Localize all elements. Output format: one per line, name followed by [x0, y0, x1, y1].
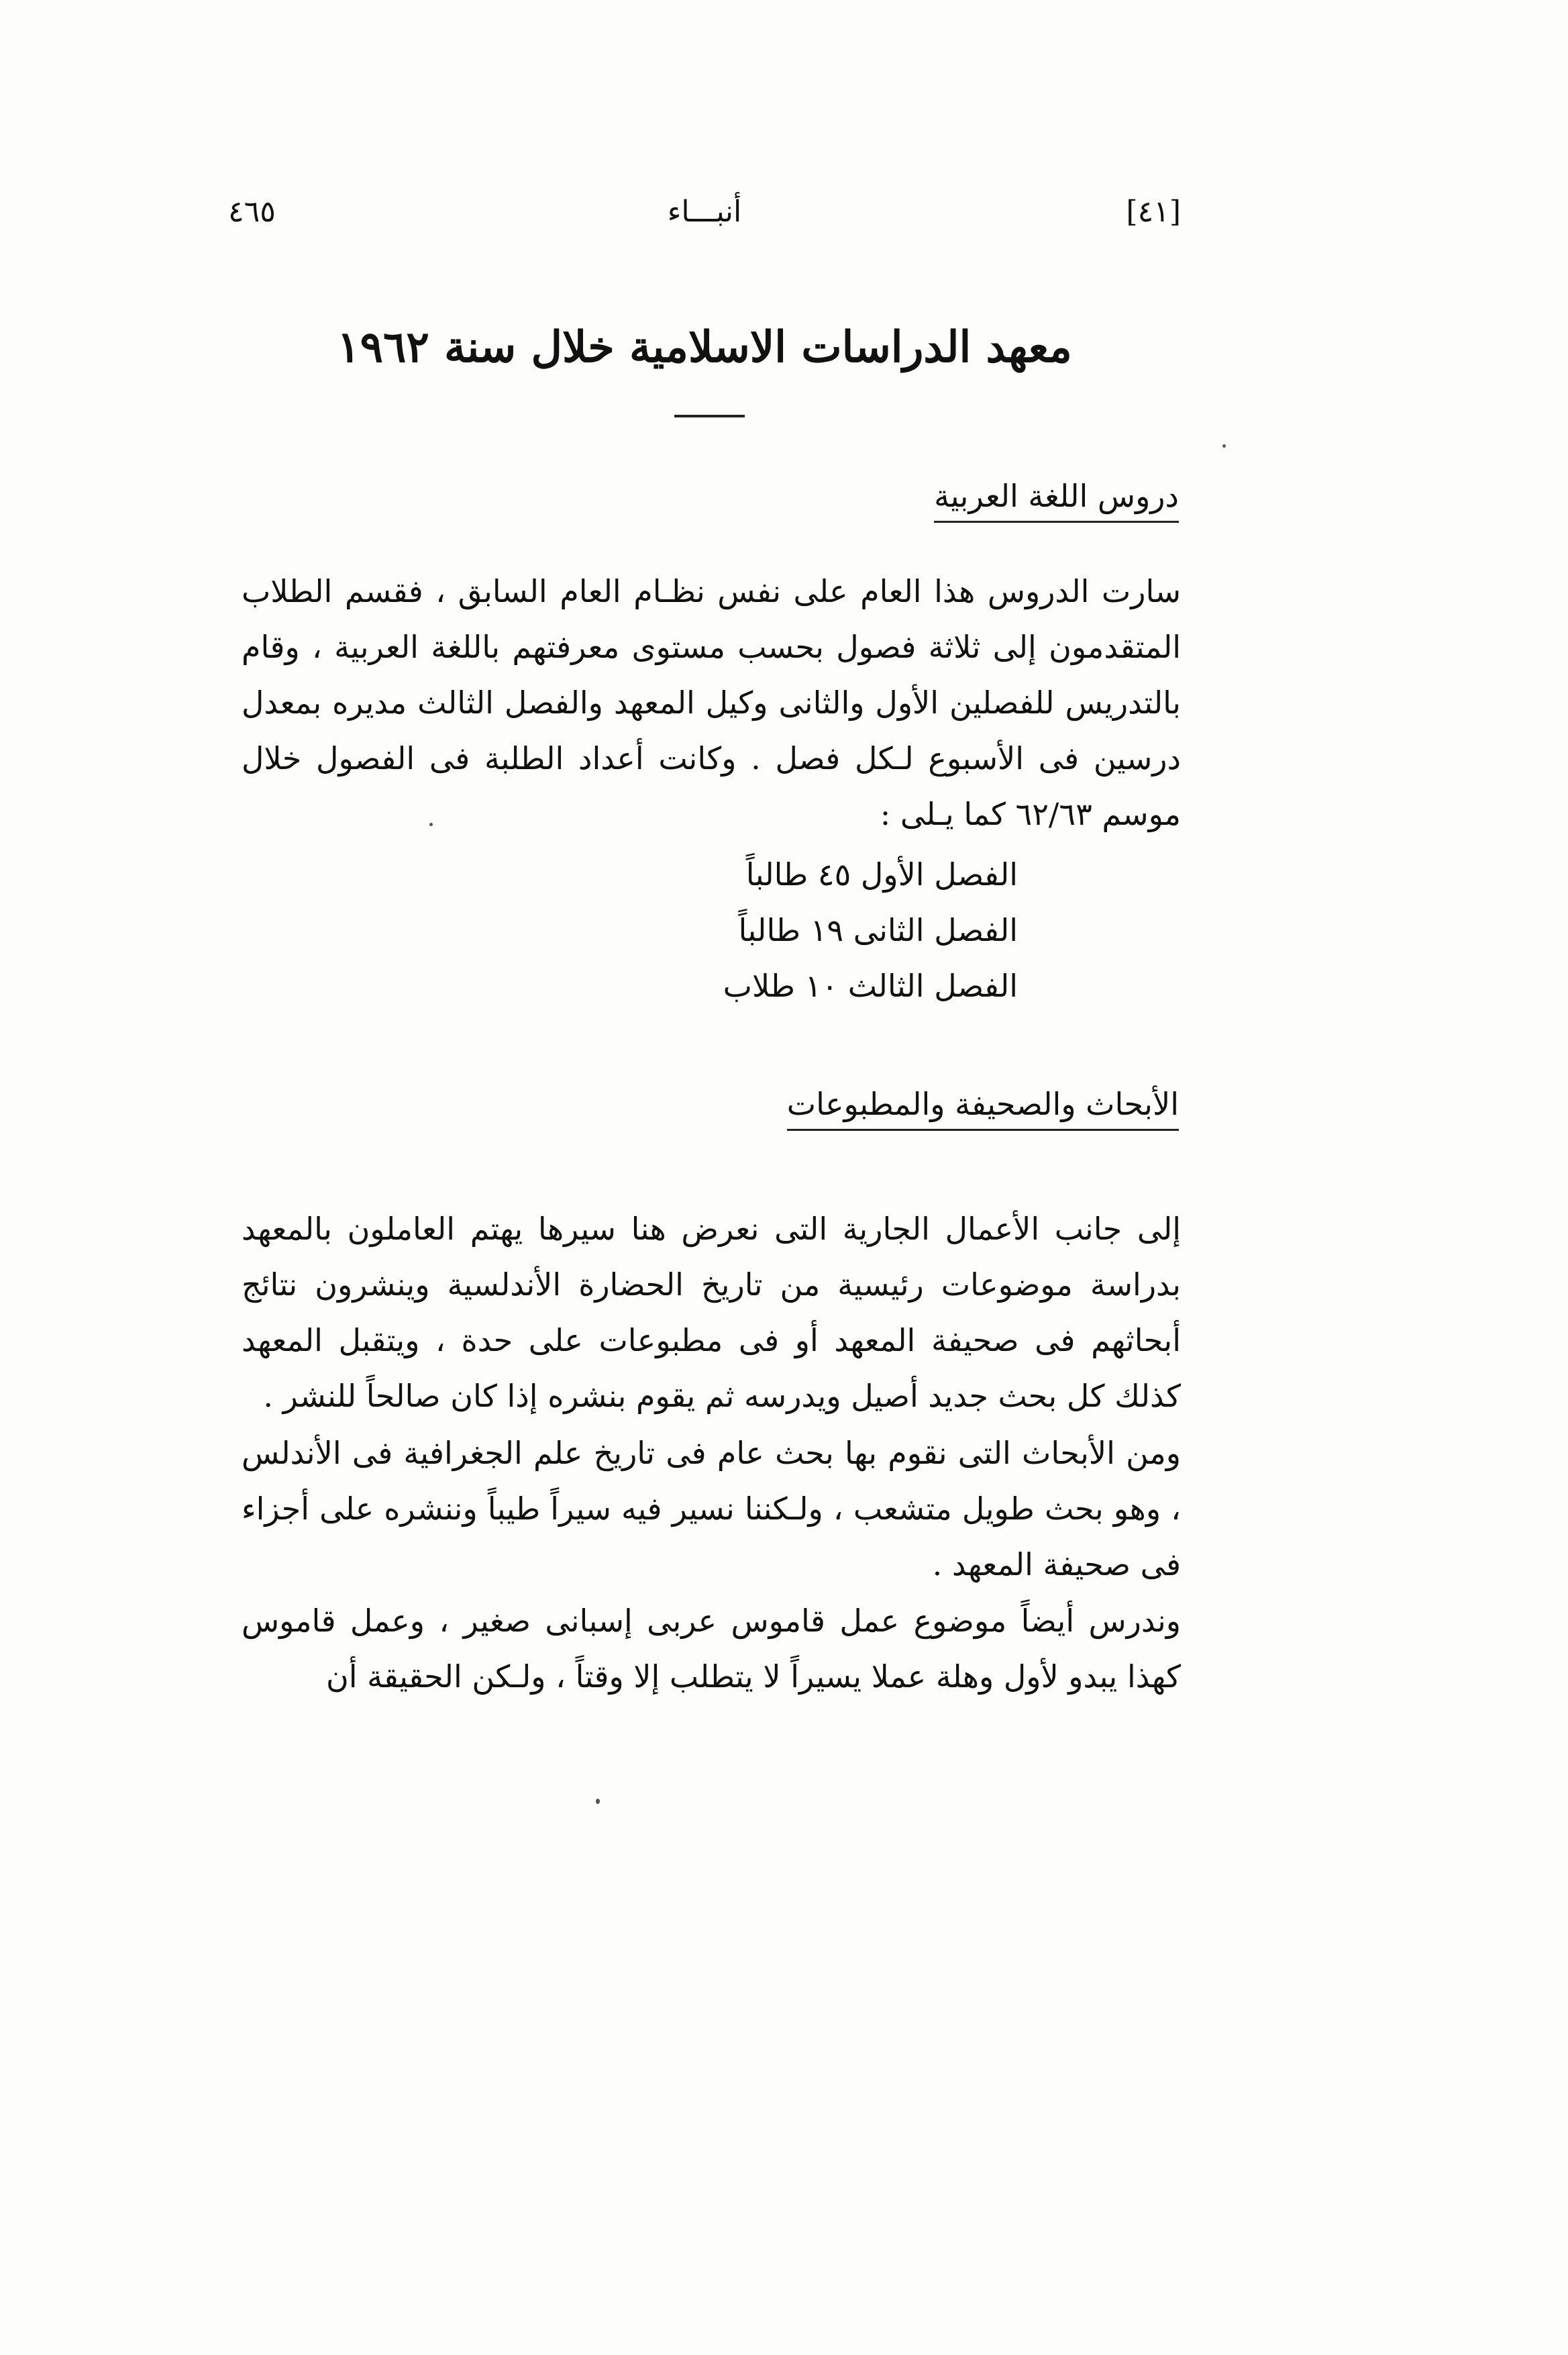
title-divider: [674, 415, 745, 417]
paragraph-dictionary: وندرس أيضاً موضوع عمل قاموس عربى إسبانى صغير ، وعمل قاموس كهذا يبدو لأول وهلة عملا يسيراً لا يتطلب إلا وقتاً ، ولـكن الحقيقة أن: [242, 1603, 1181, 1695]
scan-speck: [429, 823, 433, 826]
class-enrollment-list: [723, 847, 1018, 1014]
class-item-second: الفصل الثانى ١٩ طالباً: [738, 912, 1018, 948]
page-number: ٤٦٥: [228, 195, 276, 229]
scan-speck: [1222, 444, 1226, 448]
class-item-third: الفصل الثالث ١٠ طلاب: [723, 968, 1018, 1004]
running-head: [228, 195, 1181, 235]
paragraph-research-intro: إلى جانب الأعمال الجارية التى نعرض هنا سيرها يهتم العاملون بالمعهد بدراسة موضوعات رئيسية من تاريخ الحضارة الأندلسية وينشرون نتائج أبحاثهم فى صحيفة المعهد أو فى مطبوعات على حدة ، ويتقبل المعهد كذلك كل بحث جديد أصيل ويدرسه ثم يقوم بنشره إذا كان صالحاً للنشر .: [242, 1211, 1181, 1414]
page-reference: [٤١]: [1126, 195, 1181, 229]
scan-speck: [596, 1799, 600, 1804]
running-section-title: أنبـــاء: [667, 195, 742, 229]
article-title: معهد الدراسات الاسلامية خلال سنة ١٩٦٢: [337, 322, 1072, 372]
paragraph-geography-research: ومن الأبحاث التى نقوم بها بحث عام فى تاريخ علم الجغرافية فى الأندلس ، وهو بحث طويل متشعب ، ولـكننا نسير فيه سيراً طيباً وننشره على أجزاء فى صحيفة المعهد .: [242, 1435, 1181, 1583]
section-heading-research: الأبحاث والصحيفة والمطبوعات: [787, 1086, 1179, 1131]
paragraph-arabic-lessons: سارت الدروس هذا العام على نفس نظـام العام السابق ، فقسم الطلاب المتقدمون إلى ثلاثة فصول بحسب مستوى معرفتهم باللغة العربية ، وقام بالتدريس للفصلين الأول والثانى وكيل المعهد والفصل الثالث مديره بمعدل درسين فى الأسبوع لـكل فصل . وكانت أعداد الطلبة فى الفصول خلال موسم ٦٢/٦٣ كما يـلى :: [242, 573, 1182, 832]
class-item-first: الفصل الأول ٤٥ طالباً: [745, 856, 1018, 893]
section-heading-arabic-lessons: دروس اللغة العربية: [934, 478, 1179, 523]
